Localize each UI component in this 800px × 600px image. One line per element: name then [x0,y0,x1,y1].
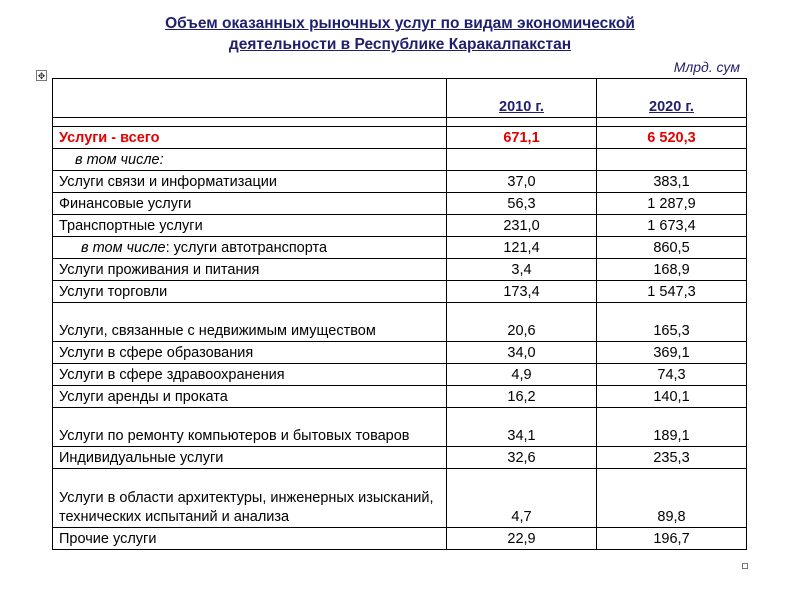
header-year-2020: 2020 г. [597,79,747,118]
row-2010: 37,0 [447,171,597,193]
row-2020: 189,1 [597,408,747,447]
row-2020: 168,9 [597,259,747,281]
table-move-handle-icon[interactable]: ✥ [37,71,46,81]
row-2020: 369,1 [597,342,747,364]
row-2010: 231,0 [447,215,597,237]
table-row [53,364,747,386]
table-row [53,386,747,408]
row-2020: 165,3 [597,303,747,342]
row-label: Индивидуальные услуги [53,447,447,469]
row-2020: 196,7 [597,528,747,550]
row-2010: 16,2 [447,386,597,408]
table-row [53,469,747,528]
in-that-number-row [53,149,747,171]
row-2010: 56,3 [447,193,597,215]
table-resize-handle-icon[interactable] [742,563,748,569]
total-label: Услуги - всего [53,127,447,149]
row-2010: 121,4 [447,237,597,259]
table-row [53,303,747,342]
table-row [53,342,747,364]
table-row [53,259,747,281]
table-row [53,447,747,469]
row-label-text: : услуги автотранспорта [165,240,328,256]
row-2020: 860,5 [597,237,747,259]
row-label: Услуги по ремонту компьютеров и бытовых товаров [53,408,447,447]
title-line-1: Объем оказанных рыночных услуг по видам экономической [165,15,635,32]
row-label: Прочие услуги [53,528,447,550]
row-label-prefix: в том числе [81,240,166,256]
row-label [53,237,447,259]
row-2020: 235,3 [597,447,747,469]
row-2010: 20,6 [447,303,597,342]
spacer-row [53,118,747,127]
row-label: Услуги аренды и проката [53,386,447,408]
row-label: Услуги в сфере образования [53,342,447,364]
row-label: Услуги связи и информатизации [53,171,447,193]
table-row [53,528,747,550]
row-2020: 1 287,9 [597,193,747,215]
row-2020: 1 547,3 [597,281,747,303]
table-row [53,281,747,303]
row-2020: 140,1 [597,386,747,408]
total-row [53,127,747,149]
total-2020: 6 520,3 [597,127,747,149]
row-2010: 34,0 [447,342,597,364]
row-2010: 4,9 [447,364,597,386]
row-2010: 34,1 [447,408,597,447]
header-year-2010: 2010 г. [447,79,597,118]
table-row [53,215,747,237]
row-2020: 1 673,4 [597,215,747,237]
row-2010: 32,6 [447,447,597,469]
table-row [53,171,747,193]
row-2020: 74,3 [597,364,747,386]
row-label: Финансовые услуги [53,193,447,215]
row-label: Услуги проживания и питания [53,259,447,281]
table-row [53,193,747,215]
in-that-number-label: в том числе: [53,149,447,171]
row-2010: 4,7 [447,469,597,528]
units-label: Млрд. сум [673,59,740,75]
row-2010: 22,9 [447,528,597,550]
row-label: Транспортные услуги [53,215,447,237]
title-line-2: деятельности в Республике Каракалпакстан [228,36,572,53]
table-row-subitem [53,237,747,259]
row-label: Услуги, связанные с недвижимым имуществом [53,303,447,342]
row-label: Услуги торговли [53,281,447,303]
table-header-row [53,79,747,118]
total-2010: 671,1 [447,127,597,149]
row-2010: 173,4 [447,281,597,303]
services-table [52,78,747,550]
header-label-cell [53,79,447,118]
row-label: Услуги в области архитектуры, инженерных изысканий, технических испытаний и анализа [53,469,447,528]
row-label: Услуги в сфере здравоохранения [53,364,447,386]
row-2010: 3,4 [447,259,597,281]
row-2020: 89,8 [597,469,747,528]
page-title [0,13,800,55]
row-2020: 383,1 [597,171,747,193]
table-row [53,408,747,447]
